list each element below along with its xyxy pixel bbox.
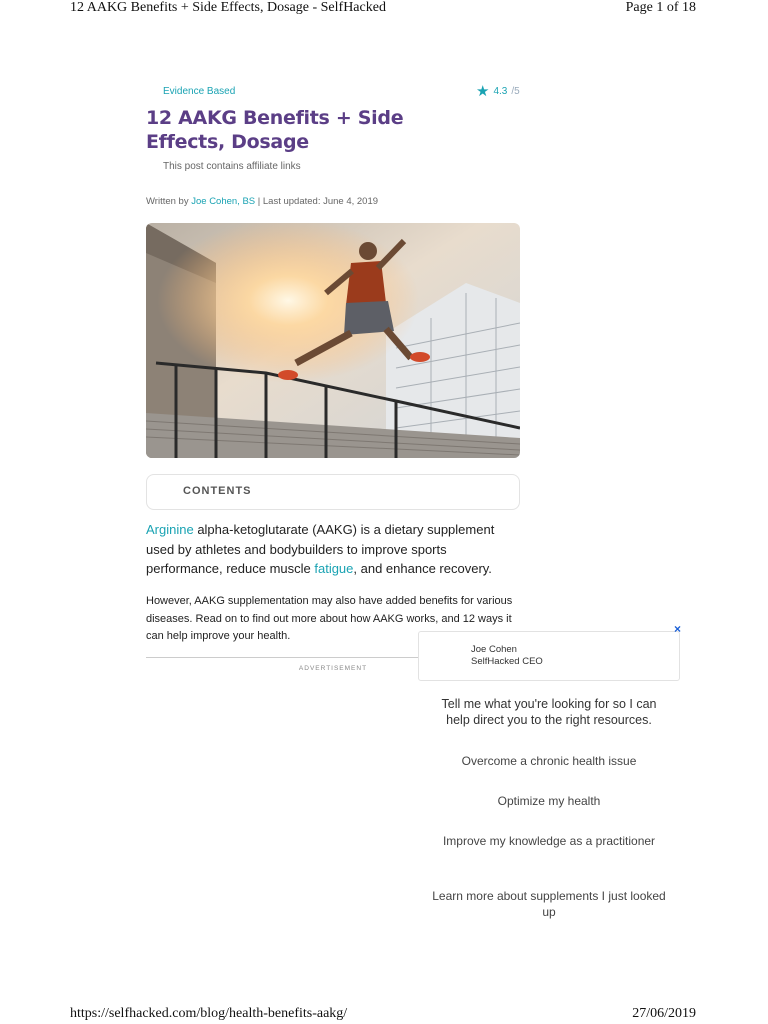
star-icon: ★	[476, 83, 490, 100]
affiliate-note: This post contains affiliate links	[163, 161, 301, 172]
intro-paragraph	[146, 520, 522, 579]
evidence-based-badge[interactable]: Evidence Based	[163, 86, 236, 97]
second-paragraph: However, AAKG supplementation may also have added benefits for various diseases. Read on to find out more about how AAKG works, and 12 ways it can help improve your health.	[146, 595, 513, 642]
chat-option-optimize-health[interactable]: Optimize my health	[497, 794, 601, 808]
hero-image	[146, 223, 520, 458]
article-title: 12 AAKG Benefits + Side Effects, Dosage	[146, 107, 404, 153]
chat-option-practitioner[interactable]: Improve my knowledge as a practitioner	[442, 834, 656, 848]
chat-prompt: Tell me what you're looking for so I can help direct you to the right resources.	[441, 697, 657, 727]
print-header-page-number: Page 1 of 18	[625, 0, 696, 15]
close-icon[interactable]: ×	[674, 622, 682, 636]
chat-widget-header[interactable]	[418, 631, 680, 681]
intro-text-2: , and enhance recovery.	[353, 561, 492, 576]
chat-agent-role: SelfHacked CEO	[471, 656, 543, 667]
chat-option-supplements[interactable]: Learn more about supplements I just looked up	[432, 889, 666, 919]
byline-prefix: Written by	[146, 196, 192, 207]
rating-score: 4.3	[493, 86, 508, 97]
rating	[476, 84, 520, 99]
intro-text-1: alpha-ketoglutarate (AAKG) is a dietary supplement used by athletes and bodybuilders to improve sports performance, reduce muscle	[146, 522, 495, 576]
advertisement-label: ADVERTISEMENT	[298, 665, 368, 672]
contents-label[interactable]: CONTENTS	[183, 485, 252, 497]
last-updated: | Last updated: June 4, 2019	[255, 196, 379, 207]
author-link[interactable]: Joe Cohen, BS	[191, 196, 256, 207]
print-footer-date: 27/06/2019	[632, 1006, 696, 1021]
print-footer-url: https://selfhacked.com/blog/health-benefits-aakg/	[70, 1006, 348, 1021]
rating-out-of: /5	[511, 86, 520, 97]
chat-option-chronic-health[interactable]: Overcome a chronic health issue	[461, 754, 637, 768]
fatigue-link[interactable]: fatigue	[314, 561, 354, 576]
arginine-link[interactable]: Arginine	[146, 522, 194, 537]
table-of-contents[interactable]	[146, 474, 520, 510]
chat-agent-name: Joe Cohen	[471, 644, 517, 655]
byline	[146, 196, 378, 207]
print-header-title: 12 AAKG Benefits + Side Effects, Dosage - SelfHacked	[70, 0, 386, 15]
